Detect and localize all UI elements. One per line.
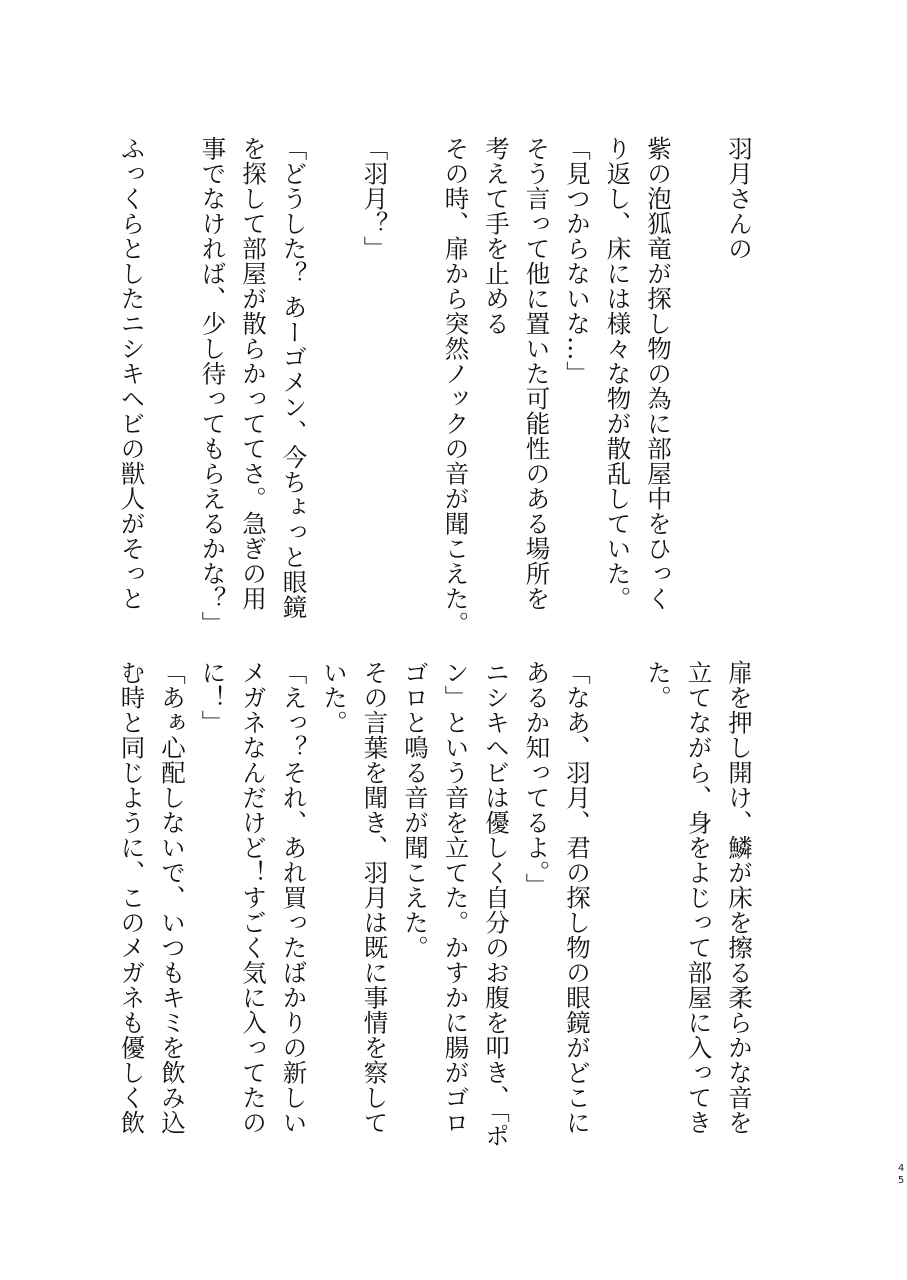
text-line: 「羽月？」 [360, 136, 390, 261]
text-line: 「あぁ心配しないで、いつもキミを飲み込 [158, 660, 187, 1135]
text-line: 「見つからないな…」 [563, 136, 592, 386]
text-line: そう言って他に置いた可能性のある場所を [522, 136, 552, 611]
text-line: 「なあ、羽月、君の探し物の眼鏡がどこに [563, 660, 592, 1135]
text-line: 紫の泡狐竜が探し物の為に部屋中をひっく [644, 136, 673, 611]
text-line: 扉を押し開け、鱗が床を擦る柔らかな音を [725, 660, 754, 1135]
page-number-digit: 4 [897, 1163, 905, 1174]
text-line: 立てながら、身をよじって部屋に入ってき [684, 660, 714, 1135]
text-line: あるか知ってるよ。」 [522, 660, 552, 898]
page-number [895, 1163, 907, 1187]
text-line: その時、扉から突然ノックの音が聞こえた。 [441, 136, 471, 636]
text-line: ふっくらとしたニシキヘビの獣人がそっと [117, 136, 147, 611]
text-line: いた。 [320, 660, 349, 735]
text-line: り返し、床には様々な物が散乱していた。 [603, 136, 633, 611]
text-line: た。 [644, 660, 673, 710]
text-line: ン」という音を立てた。かすかに腸がゴロ [441, 660, 471, 1135]
text-line [314, 136, 355, 636]
text-line: に！」 [198, 660, 228, 735]
text-line: を探して部屋が散らかっててさ。急ぎの用 [239, 136, 268, 611]
text-line [678, 136, 719, 636]
text-line: 考えて手を止める [482, 136, 511, 336]
text-line: 羽月さんの [725, 136, 754, 261]
text-line: メガネなんだけど！すごく気に入ってたの [239, 660, 268, 1135]
text-line [152, 136, 193, 636]
text-line: ニシキヘビは優しく自分のお腹を叩き、「ポ [482, 660, 511, 1148]
text-line: ゴロと鳴る音が聞こえた。 [401, 660, 430, 960]
text-block-bottom [111, 660, 759, 1160]
text-line: む時と同じように、このメガネも優しく飲 [117, 660, 147, 1135]
text-line [597, 660, 638, 1160]
page-number-digit: 5 [897, 1175, 905, 1186]
text-block-top [111, 136, 759, 636]
text-line: 「えっ？それ、あれ買ったばかりの新しい [279, 660, 309, 1135]
text-line: その言葉を聞き、羽月は既に事情を察して [360, 660, 390, 1135]
text-line: 事でなければ、少し待ってもらえるかな？」 [198, 136, 228, 636]
text-line [395, 136, 436, 636]
text-line: 「どうした？ あーゴメン、今ちょっと眼鏡 [279, 136, 309, 620]
